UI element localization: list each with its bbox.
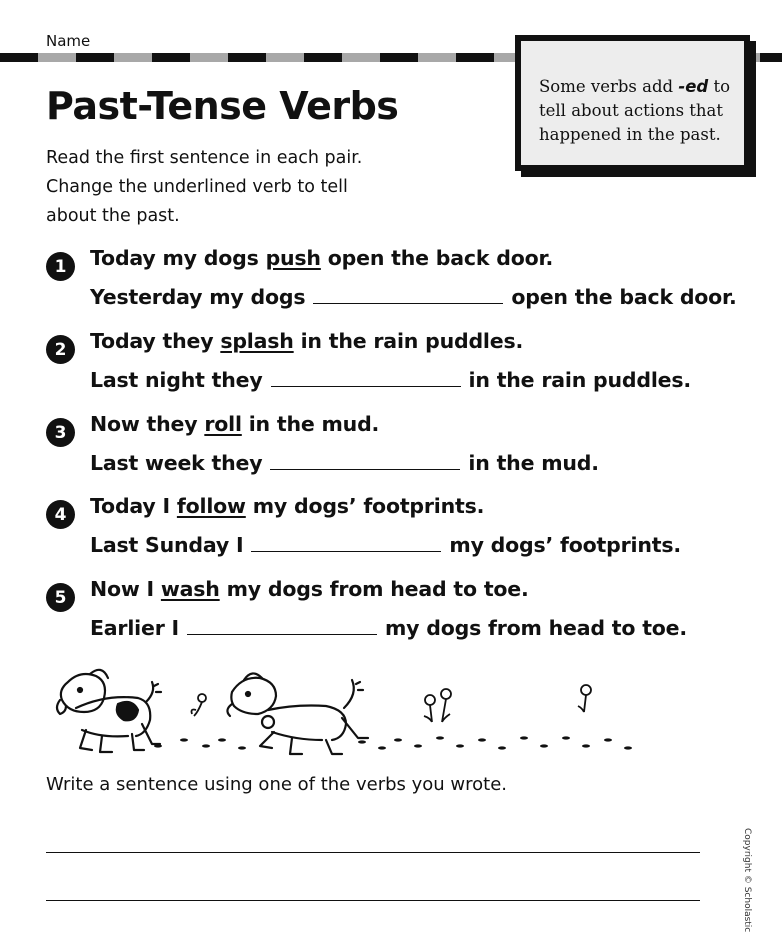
present-sentence bbox=[90, 577, 529, 601]
name-label: Name bbox=[46, 32, 91, 50]
past-sentence bbox=[90, 449, 599, 475]
item-number-badge: 5 bbox=[46, 583, 75, 612]
present-after: my dogs from head to toe. bbox=[219, 577, 529, 601]
footprints-drawing bbox=[154, 736, 632, 749]
item-number-badge: 4 bbox=[46, 500, 75, 529]
underlined-verb: wash bbox=[160, 577, 220, 601]
present-before: Today I bbox=[90, 494, 177, 518]
present-after: open the back door. bbox=[320, 246, 554, 270]
present-before: Now they bbox=[90, 412, 205, 436]
item-number-badge: 1 bbox=[46, 252, 75, 281]
underlined-verb: push bbox=[265, 246, 321, 270]
answer-blank[interactable] bbox=[187, 614, 377, 635]
past-after: my dogs’ footprints. bbox=[449, 533, 681, 557]
present-sentence bbox=[90, 412, 379, 436]
dogs-illustration bbox=[46, 660, 646, 760]
page-title: Past-Tense Verbs bbox=[46, 84, 399, 128]
flowers-drawing bbox=[424, 685, 591, 722]
copyright-notice: Copyright © Scholastic bbox=[742, 828, 752, 932]
item-number-badge: 2 bbox=[46, 335, 75, 364]
past-before: Last Sunday I bbox=[90, 533, 244, 557]
past-sentence bbox=[90, 366, 691, 392]
flower-drawing bbox=[192, 694, 207, 716]
past-before: Last week they bbox=[90, 451, 263, 475]
instructions bbox=[46, 144, 426, 231]
tip-box bbox=[515, 35, 750, 171]
writing-line-2[interactable] bbox=[46, 900, 700, 901]
underlined-verb: follow bbox=[176, 494, 246, 518]
answer-blank[interactable] bbox=[313, 283, 503, 304]
past-sentence bbox=[90, 283, 737, 309]
puppy-drawing bbox=[227, 673, 368, 754]
spotted-dog-drawing bbox=[57, 670, 161, 752]
instructions-line-2: Change the underlined verb to tell bbox=[46, 177, 348, 197]
past-sentence bbox=[90, 531, 681, 557]
past-after: open the back door. bbox=[511, 285, 737, 309]
answer-blank[interactable] bbox=[251, 531, 441, 552]
tip-suffix: -ed bbox=[678, 77, 709, 96]
answer-blank[interactable] bbox=[270, 449, 460, 470]
instructions-line-1: Read the first sentence in each pair. bbox=[46, 148, 363, 168]
underlined-verb: splash bbox=[220, 329, 294, 353]
tip-text-after: to tell about actions that happened in the past. bbox=[539, 77, 731, 144]
present-after: in the rain puddles. bbox=[293, 329, 524, 353]
past-after: in the mud. bbox=[468, 451, 599, 475]
present-after: my dogs’ footprints. bbox=[245, 494, 485, 518]
writing-line-1[interactable] bbox=[46, 852, 700, 853]
item-number-badge: 3 bbox=[46, 418, 75, 447]
writing-prompt: Write a sentence using one of the verbs you wrote. bbox=[46, 774, 508, 795]
present-sentence bbox=[90, 329, 523, 353]
tip-text-before: Some verbs add bbox=[539, 77, 679, 96]
present-before: Today they bbox=[90, 329, 221, 353]
underlined-verb: roll bbox=[204, 412, 242, 436]
past-after: in the rain puddles. bbox=[468, 368, 691, 392]
past-after: my dogs from head to toe. bbox=[384, 616, 687, 640]
instructions-line-3: about the past. bbox=[46, 206, 180, 226]
present-before: Today my dogs bbox=[90, 246, 266, 270]
past-before: Last night they bbox=[90, 368, 263, 392]
present-sentence bbox=[90, 246, 553, 270]
past-before: Earlier I bbox=[90, 616, 179, 640]
present-after: in the mud. bbox=[241, 412, 380, 436]
past-sentence bbox=[90, 614, 687, 640]
present-before: Now I bbox=[90, 577, 161, 601]
answer-blank[interactable] bbox=[271, 366, 461, 387]
tip-text bbox=[539, 75, 744, 147]
past-before: Yesterday my dogs bbox=[90, 285, 306, 309]
present-sentence bbox=[90, 494, 484, 518]
